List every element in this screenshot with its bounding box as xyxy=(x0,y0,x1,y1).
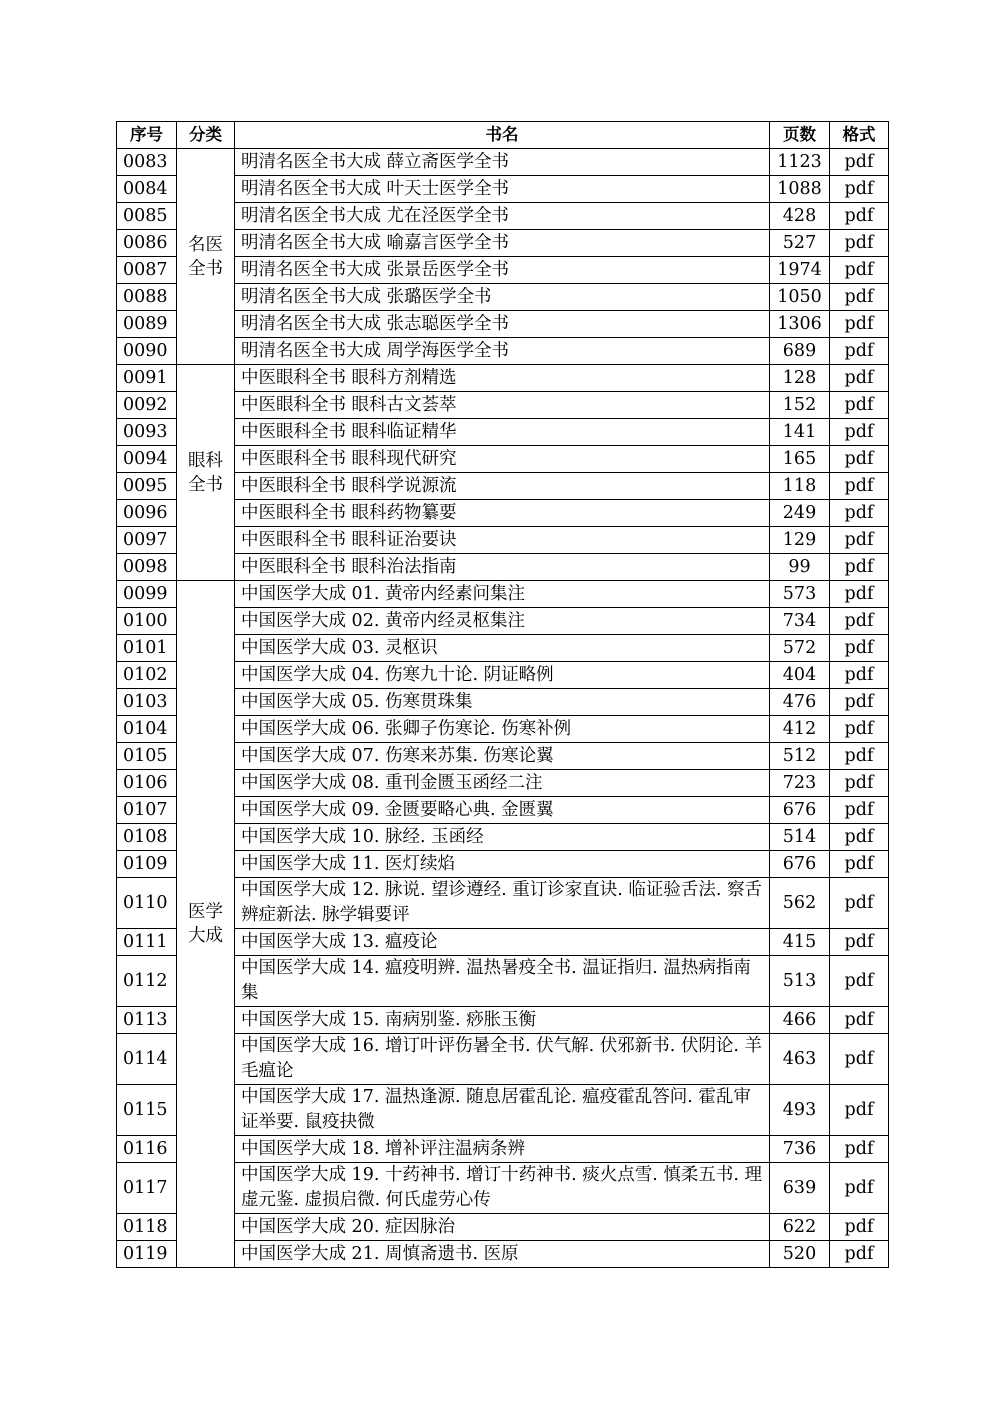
file-format: pdf xyxy=(830,419,889,446)
book-title: 中国医学大成 13. 瘟疫论 xyxy=(235,929,770,956)
book-number: 0108 xyxy=(117,824,177,851)
page-count: 141 xyxy=(770,419,830,446)
book-number: 0088 xyxy=(117,284,177,311)
book-title: 明清名医全书大成 张璐医学全书 xyxy=(235,284,770,311)
book-number: 0091 xyxy=(117,365,177,392)
category-label: 医学 xyxy=(188,902,223,922)
file-format: pdf xyxy=(830,203,889,230)
file-format: pdf xyxy=(830,446,889,473)
book-number: 0116 xyxy=(117,1136,177,1163)
file-format: pdf xyxy=(830,257,889,284)
book-number: 0118 xyxy=(117,1214,177,1241)
book-title: 中国医学大成 11. 医灯续焰 xyxy=(235,851,770,878)
book-title: 中国医学大成 16. 增订叶评伤暑全书. 伏气解. 伏邪新书. 伏阴论. 羊毛瘟论 xyxy=(235,1034,770,1085)
book-title: 中国医学大成 17. 温热逢源. 随息居霍乱论. 瘟疫霍乱答问. 霍乱审证举要. 鼠疫抉微 xyxy=(235,1085,770,1136)
header-category: 分类 xyxy=(177,122,235,149)
file-format: pdf xyxy=(830,230,889,257)
book-number: 0112 xyxy=(117,956,177,1007)
book-number: 0114 xyxy=(117,1034,177,1085)
file-format: pdf xyxy=(830,365,889,392)
book-title: 中国医学大成 07. 伤寒来苏集. 伤寒论翼 xyxy=(235,743,770,770)
page-count: 639 xyxy=(770,1163,830,1214)
page-count: 249 xyxy=(770,500,830,527)
file-format: pdf xyxy=(830,797,889,824)
book-title: 中医眼科全书 眼科方剂精选 xyxy=(235,365,770,392)
category-cell xyxy=(177,365,235,581)
book-title: 中医眼科全书 眼科临证精华 xyxy=(235,419,770,446)
book-title: 中医眼科全书 眼科学说源流 xyxy=(235,473,770,500)
category-cell xyxy=(177,149,235,365)
category-cell xyxy=(177,581,235,1268)
page-count: 513 xyxy=(770,956,830,1007)
book-title: 中国医学大成 12. 脉说. 望诊遵经. 重订诊家直诀. 临证验舌法. 察舌辨症新法. 脉学辑要评 xyxy=(235,878,770,929)
file-format: pdf xyxy=(830,662,889,689)
page-count: 527 xyxy=(770,230,830,257)
page-count: 689 xyxy=(770,338,830,365)
book-number: 0096 xyxy=(117,500,177,527)
book-title: 中国医学大成 19. 十药神书. 增订十药神书. 痰火点雪. 慎柔五书. 理虚元鉴. 虚损启微. 何氏虚劳心传 xyxy=(235,1163,770,1214)
page-count: 412 xyxy=(770,716,830,743)
category-label: 大成 xyxy=(188,926,223,946)
book-number: 0086 xyxy=(117,230,177,257)
page-count: 572 xyxy=(770,635,830,662)
file-format: pdf xyxy=(830,500,889,527)
book-title: 中国医学大成 03. 灵枢识 xyxy=(235,635,770,662)
file-format: pdf xyxy=(830,878,889,929)
page-count: 476 xyxy=(770,689,830,716)
book-number: 0109 xyxy=(117,851,177,878)
page-count: 1306 xyxy=(770,311,830,338)
book-title: 中国医学大成 09. 金匮要略心典. 金匮翼 xyxy=(235,797,770,824)
page-count: 128 xyxy=(770,365,830,392)
page-count: 512 xyxy=(770,743,830,770)
book-number: 0107 xyxy=(117,797,177,824)
file-format: pdf xyxy=(830,716,889,743)
page-count: 622 xyxy=(770,1214,830,1241)
file-format: pdf xyxy=(830,527,889,554)
page-count: 415 xyxy=(770,929,830,956)
book-title: 明清名医全书大成 尤在泾医学全书 xyxy=(235,203,770,230)
file-format: pdf xyxy=(830,824,889,851)
file-format: pdf xyxy=(830,1007,889,1034)
book-number: 0097 xyxy=(117,527,177,554)
book-title: 中国医学大成 01. 黄帝内经素问集注 xyxy=(235,581,770,608)
category-label: 名医 xyxy=(188,234,223,255)
book-number: 0089 xyxy=(117,311,177,338)
page-count: 676 xyxy=(770,851,830,878)
header-format: 格式 xyxy=(830,122,889,149)
header-title: 书名 xyxy=(235,122,770,149)
file-format: pdf xyxy=(830,1034,889,1085)
file-format: pdf xyxy=(830,1136,889,1163)
book-number: 0102 xyxy=(117,662,177,689)
book-title: 明清名医全书大成 张志聪医学全书 xyxy=(235,311,770,338)
book-title: 中医眼科全书 眼科药物纂要 xyxy=(235,500,770,527)
file-format: pdf xyxy=(830,473,889,500)
book-number: 0083 xyxy=(117,149,177,176)
book-number: 0110 xyxy=(117,878,177,929)
book-number: 0094 xyxy=(117,446,177,473)
book-title: 中医眼科全书 眼科证治要诀 xyxy=(235,527,770,554)
file-format: pdf xyxy=(830,311,889,338)
file-format: pdf xyxy=(830,581,889,608)
page-count: 520 xyxy=(770,1241,830,1268)
book-number: 0106 xyxy=(117,770,177,797)
page-count: 514 xyxy=(770,824,830,851)
page-count: 466 xyxy=(770,1007,830,1034)
book-title: 明清名医全书大成 张景岳医学全书 xyxy=(235,257,770,284)
book-number: 0100 xyxy=(117,608,177,635)
page-count: 562 xyxy=(770,878,830,929)
file-format: pdf xyxy=(830,176,889,203)
file-format: pdf xyxy=(830,929,889,956)
file-format: pdf xyxy=(830,635,889,662)
category-label: 全书 xyxy=(188,474,223,495)
book-number: 0092 xyxy=(117,392,177,419)
page-count: 165 xyxy=(770,446,830,473)
book-number: 0117 xyxy=(117,1163,177,1214)
book-number: 0095 xyxy=(117,473,177,500)
page-count: 463 xyxy=(770,1034,830,1085)
book-number: 0098 xyxy=(117,554,177,581)
book-title: 中国医学大成 21. 周慎斋遗书. 医原 xyxy=(235,1241,770,1268)
book-number: 0084 xyxy=(117,176,177,203)
book-number: 0104 xyxy=(117,716,177,743)
book-catalog-table xyxy=(116,121,889,1268)
page-count: 573 xyxy=(770,581,830,608)
page-count: 129 xyxy=(770,527,830,554)
page-count: 1123 xyxy=(770,149,830,176)
file-format: pdf xyxy=(830,689,889,716)
page-count: 1088 xyxy=(770,176,830,203)
page-count: 493 xyxy=(770,1085,830,1136)
file-format: pdf xyxy=(830,1214,889,1241)
book-title: 中医眼科全书 眼科治法指南 xyxy=(235,554,770,581)
category-label: 全书 xyxy=(188,258,223,279)
book-number: 0093 xyxy=(117,419,177,446)
book-title: 中国医学大成 10. 脉经. 玉函经 xyxy=(235,824,770,851)
book-title: 中国医学大成 04. 伤寒九十论. 阴证略例 xyxy=(235,662,770,689)
header-pages: 页数 xyxy=(770,122,830,149)
book-number: 0115 xyxy=(117,1085,177,1136)
book-title: 中医眼科全书 眼科古文荟萃 xyxy=(235,392,770,419)
book-title: 明清名医全书大成 喻嘉言医学全书 xyxy=(235,230,770,257)
page-count: 99 xyxy=(770,554,830,581)
book-number: 0085 xyxy=(117,203,177,230)
book-title: 明清名医全书大成 薛立斋医学全书 xyxy=(235,149,770,176)
table-row xyxy=(117,581,889,608)
file-format: pdf xyxy=(830,338,889,365)
book-title: 中医眼科全书 眼科现代研究 xyxy=(235,446,770,473)
page-count: 1050 xyxy=(770,284,830,311)
book-number: 0101 xyxy=(117,635,177,662)
file-format: pdf xyxy=(830,1241,889,1268)
file-format: pdf xyxy=(830,608,889,635)
book-number: 0105 xyxy=(117,743,177,770)
book-number: 0113 xyxy=(117,1007,177,1034)
file-format: pdf xyxy=(830,554,889,581)
table-row xyxy=(117,365,889,392)
file-format: pdf xyxy=(830,743,889,770)
book-title: 明清名医全书大成 叶天士医学全书 xyxy=(235,176,770,203)
header-no: 序号 xyxy=(117,122,177,149)
book-title: 中国医学大成 08. 重刊金匮玉函经二注 xyxy=(235,770,770,797)
table-row xyxy=(117,149,889,176)
page-count: 736 xyxy=(770,1136,830,1163)
book-title: 中国医学大成 15. 南病别鉴. 痧胀玉衡 xyxy=(235,1007,770,1034)
book-title: 中国医学大成 05. 伤寒贯珠集 xyxy=(235,689,770,716)
file-format: pdf xyxy=(830,1163,889,1214)
file-format: pdf xyxy=(830,284,889,311)
file-format: pdf xyxy=(830,770,889,797)
book-title: 中国医学大成 20. 症因脉治 xyxy=(235,1214,770,1241)
file-format: pdf xyxy=(830,392,889,419)
page-count: 723 xyxy=(770,770,830,797)
book-number: 0087 xyxy=(117,257,177,284)
book-number: 0099 xyxy=(117,581,177,608)
page-count: 404 xyxy=(770,662,830,689)
book-number: 0111 xyxy=(117,929,177,956)
book-title: 中国医学大成 18. 增补评注温病条辨 xyxy=(235,1136,770,1163)
book-number: 0090 xyxy=(117,338,177,365)
file-format: pdf xyxy=(830,149,889,176)
category-label: 眼科 xyxy=(188,450,223,471)
file-format: pdf xyxy=(830,851,889,878)
book-number: 0119 xyxy=(117,1241,177,1268)
page-count: 734 xyxy=(770,608,830,635)
page-count: 1974 xyxy=(770,257,830,284)
book-number: 0103 xyxy=(117,689,177,716)
file-format: pdf xyxy=(830,956,889,1007)
table-body xyxy=(117,149,889,1268)
page-count: 118 xyxy=(770,473,830,500)
book-title: 中国医学大成 14. 瘟疫明辨. 温热暑疫全书. 温证指归. 温热病指南集 xyxy=(235,956,770,1007)
book-title: 中国医学大成 02. 黄帝内经灵枢集注 xyxy=(235,608,770,635)
header-row xyxy=(117,122,889,149)
book-title: 中国医学大成 06. 张卿子伤寒论. 伤寒补例 xyxy=(235,716,770,743)
file-format: pdf xyxy=(830,1085,889,1136)
book-title: 明清名医全书大成 周学海医学全书 xyxy=(235,338,770,365)
page-count: 428 xyxy=(770,203,830,230)
page-count: 152 xyxy=(770,392,830,419)
page-count: 676 xyxy=(770,797,830,824)
